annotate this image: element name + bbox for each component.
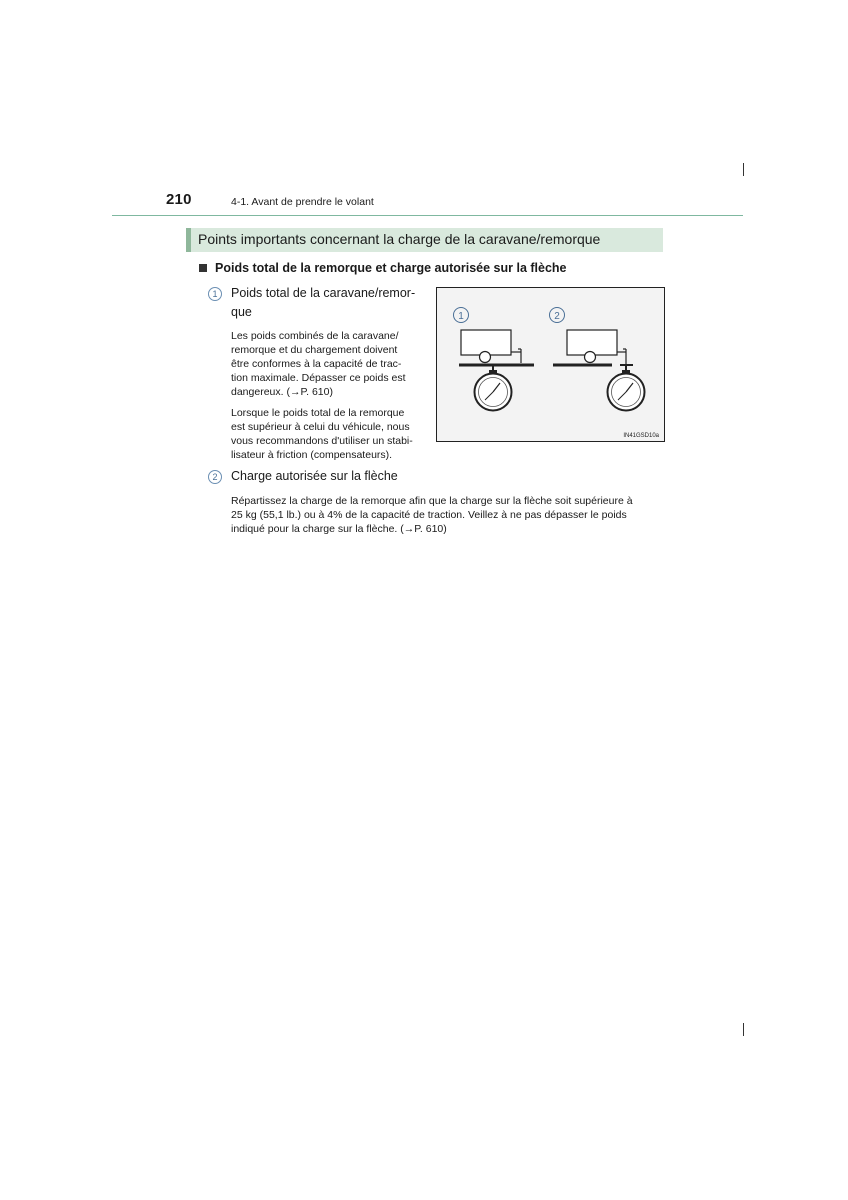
figure-label-2: 2	[554, 311, 560, 322]
item-1-paragraph-1	[231, 329, 425, 399]
text-line: est supérieur à celui du véhicule, nous	[231, 421, 410, 433]
trailer-wheel-2	[585, 352, 596, 363]
item-2-paragraph	[231, 494, 661, 536]
trailer-weight-diagram	[459, 330, 534, 411]
subsection-heading: Poids total de la remorque et charge autorisée sur la flèche	[215, 261, 567, 275]
tongue-load-figure	[436, 287, 665, 442]
page-number: 210	[166, 191, 192, 208]
chapter-title: 4-1. Avant de prendre le volant	[231, 196, 374, 208]
figure-code: IN41GSD10a	[623, 433, 659, 439]
item-1-title	[231, 284, 427, 322]
section-title: Points importants concernant la charge de la caravane/remorque	[198, 231, 601, 247]
item-1-title-line: que	[231, 305, 252, 319]
item-2-title: Charge autorisée sur la flèche	[231, 469, 398, 483]
figure-label-1: 1	[458, 311, 464, 322]
text-line: tion maximale. Dépasser ce poids est	[231, 372, 406, 384]
text-line: Les poids combinés de la caravane/	[231, 330, 399, 342]
trailer-scale-illustration	[437, 288, 664, 441]
crop-mark-bottom	[743, 1023, 744, 1036]
crop-mark-top	[743, 163, 744, 176]
text-line: lisateur à friction (compensateurs).	[231, 449, 393, 461]
text-line: Répartissez la charge de la remorque afin que la charge sur la flèche soit supérieure à	[231, 495, 633, 507]
text-line: vous recommandons d'utiliser un stabi-	[231, 435, 413, 447]
header-divider	[112, 215, 743, 216]
text-line: remorque et du chargement doivent	[231, 344, 398, 356]
item-1-paragraph-2	[231, 406, 425, 462]
item-1-title-line: Poids total de la caravane/remor-	[231, 286, 416, 300]
item-number-2: 2	[208, 470, 222, 484]
text-line: Lorsque le poids total de la remorque	[231, 407, 405, 419]
text-line: être conformes à la capacité de trac-	[231, 358, 402, 370]
text-line: 25 kg (55,1 lb.) ou à 4% de la capacité de traction. Veillez à ne pas dépasser le poids	[231, 509, 627, 521]
trailer-wheel-1	[480, 352, 491, 363]
square-bullet-icon	[199, 264, 207, 272]
text-line: indiqué pour la charge sur la flèche. (→P. 610)	[231, 523, 447, 535]
tongue-load-diagram	[553, 330, 645, 411]
item-number-1: 1	[208, 287, 222, 301]
text-line: dangereux. (→P. 610)	[231, 386, 333, 398]
